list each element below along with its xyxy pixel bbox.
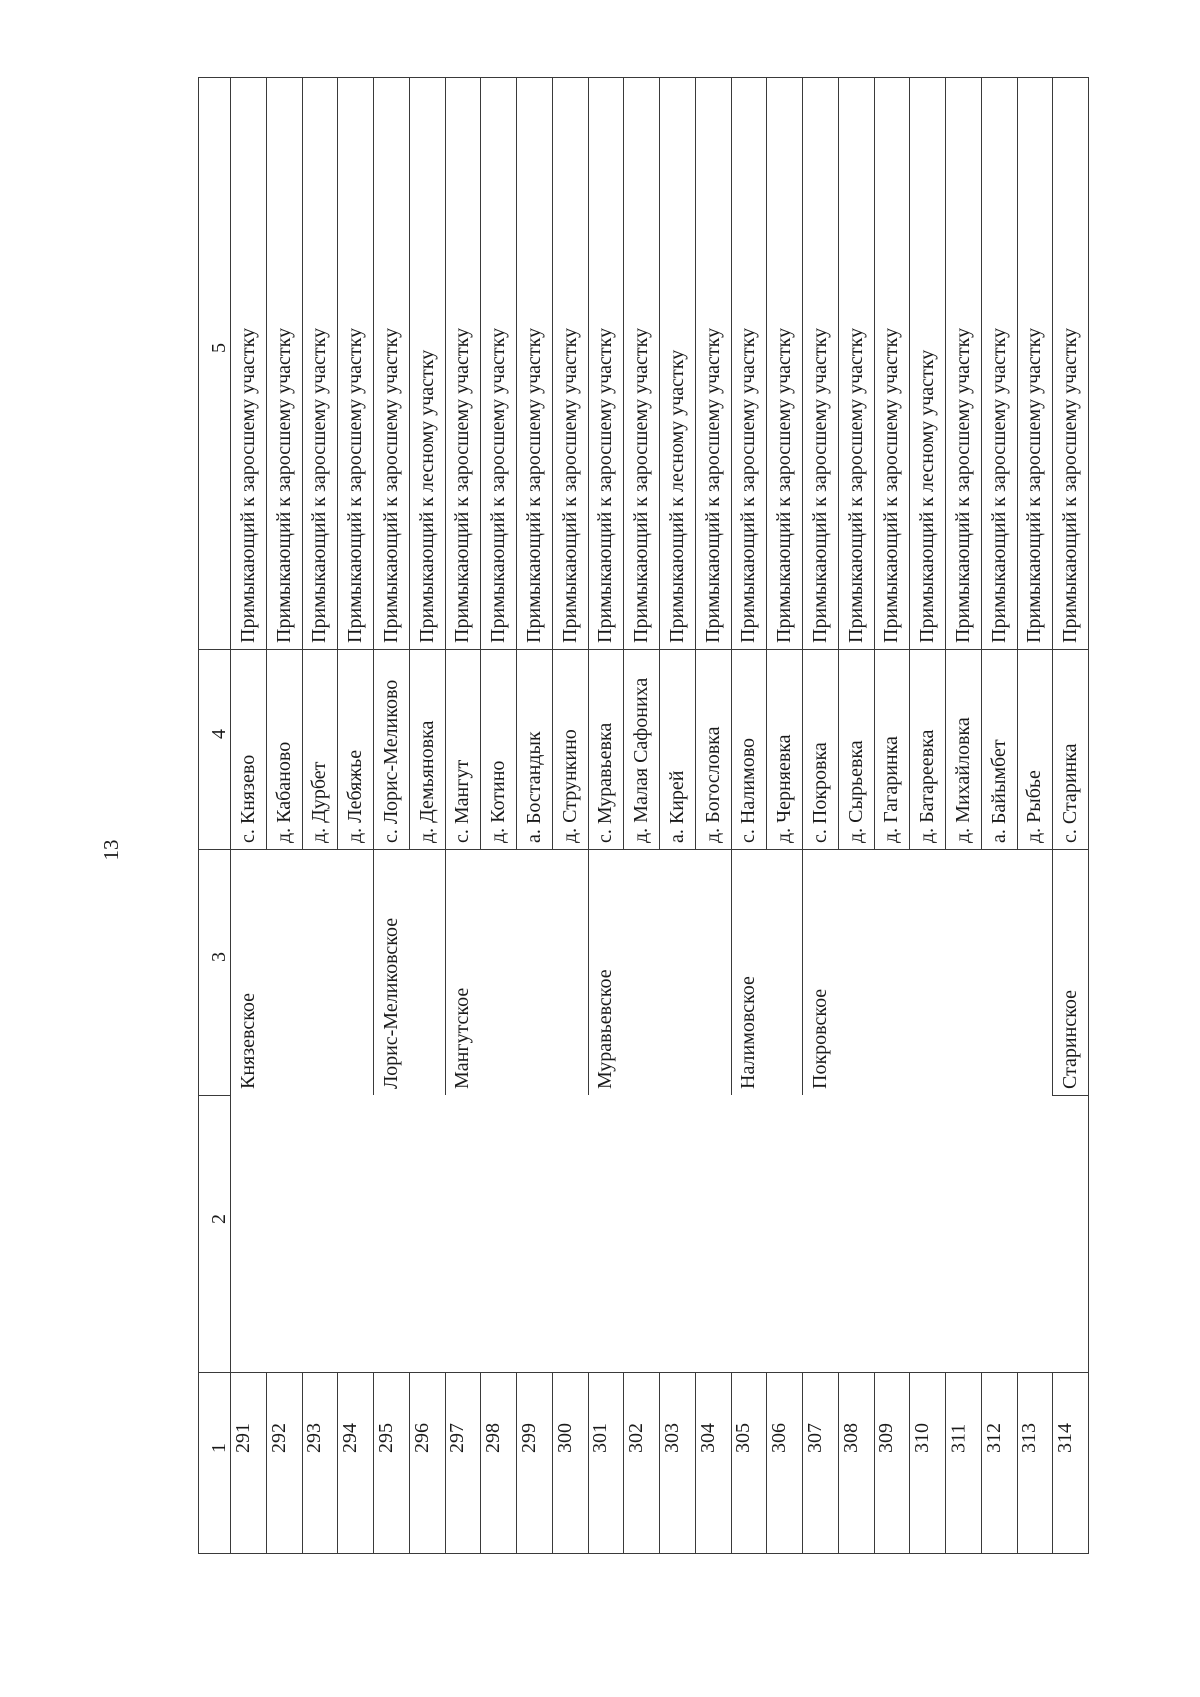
row-number bbox=[230, 1372, 266, 1553]
locality-cell bbox=[266, 649, 302, 849]
row-number-text: 292 bbox=[267, 1422, 290, 1453]
locality-cell-text: с. Старинка bbox=[1059, 743, 1082, 843]
locality-cell bbox=[516, 649, 552, 849]
description-cell bbox=[373, 77, 409, 649]
locality-cell-text: д. Кабаново bbox=[272, 741, 295, 843]
settlement-cell bbox=[802, 849, 838, 1095]
locality-cell bbox=[409, 649, 445, 849]
row-number-text: 303 bbox=[660, 1422, 683, 1453]
description-cell-text: Примыкающий к заросшему участку bbox=[808, 327, 831, 643]
row-number-text: 313 bbox=[1018, 1422, 1041, 1453]
locality-cell-text: д. Малая Сафониха bbox=[630, 677, 653, 843]
settlement-cell-text: Муравьевское bbox=[594, 969, 617, 1089]
locality-cell-text: д. Черняевка bbox=[773, 734, 796, 843]
row-number bbox=[909, 1372, 945, 1553]
description-cell-text: Примыкающий к заросшему участку bbox=[344, 327, 367, 643]
description-cell bbox=[909, 77, 945, 649]
description-cell bbox=[588, 77, 624, 649]
locality-cell-text: с. Налимово bbox=[737, 737, 760, 843]
row-number-text: 299 bbox=[517, 1422, 540, 1453]
description-cell bbox=[945, 77, 981, 649]
locality-cell bbox=[588, 649, 624, 849]
description-cell-text: Примыкающий к заросшему участку bbox=[558, 327, 581, 643]
description-cell-text: Примыкающий к заросшему участку bbox=[1023, 327, 1046, 643]
description-cell bbox=[480, 77, 516, 649]
locality-cell-text: д. Демьяновка bbox=[415, 720, 438, 843]
description-cell bbox=[516, 77, 552, 649]
settlement-cell bbox=[445, 849, 481, 1095]
locality-cell bbox=[659, 649, 695, 849]
row-number-text: 304 bbox=[696, 1422, 719, 1453]
locality-cell bbox=[874, 649, 910, 849]
locality-cell bbox=[373, 649, 409, 849]
locality-cell bbox=[1017, 649, 1053, 849]
row-number bbox=[409, 1372, 445, 1553]
settlement-cell-text: Лорис-Меликовское bbox=[379, 917, 402, 1089]
description-cell-text: Примыкающий к заросшему участку bbox=[522, 327, 545, 643]
row-number bbox=[445, 1372, 481, 1553]
locality-cell bbox=[945, 649, 981, 849]
locality-cell-text: д. Стрункино bbox=[558, 729, 581, 843]
row-number bbox=[623, 1372, 659, 1553]
row-number bbox=[516, 1372, 552, 1553]
description-cell-text: Примыкающий к заросшему участку bbox=[701, 327, 724, 643]
description-cell-text: Примыкающий к заросшему участку bbox=[630, 327, 653, 643]
header-c3-text: 3 bbox=[208, 952, 230, 962]
row-number bbox=[302, 1372, 338, 1553]
locality-cell-text: д. Михайловка bbox=[951, 717, 974, 843]
locality-cell-text: с. Муравьевка bbox=[594, 722, 617, 843]
locality-cell-text: д. Рыбье bbox=[1023, 770, 1046, 843]
row-number bbox=[1052, 1372, 1088, 1553]
row-number bbox=[373, 1372, 409, 1553]
locality-cell-text: с. Покровка bbox=[808, 742, 831, 843]
row-number bbox=[802, 1372, 838, 1553]
description-cell bbox=[302, 77, 338, 649]
description-cell bbox=[695, 77, 731, 649]
row-number bbox=[874, 1372, 910, 1553]
settlement-cell-text: Мангутское bbox=[451, 987, 474, 1089]
description-cell-text: Примыкающий к заросшему участку bbox=[951, 327, 974, 643]
locality-cell-text: д. Богословка bbox=[701, 726, 724, 843]
locality-cell bbox=[480, 649, 516, 849]
row-number-text: 305 bbox=[732, 1422, 755, 1453]
row-number-text: 294 bbox=[339, 1422, 362, 1453]
page-number: 13 bbox=[99, 839, 123, 861]
table-border-right bbox=[1088, 77, 1089, 1553]
locality-cell bbox=[766, 649, 802, 849]
locality-cell bbox=[981, 649, 1017, 849]
description-cell-text: Примыкающий к заросшему участку bbox=[308, 327, 331, 643]
row-number-text: 310 bbox=[911, 1422, 934, 1453]
description-cell-text: Примыкающий к заросшему участку bbox=[880, 327, 903, 643]
settlement-cell bbox=[373, 849, 409, 1095]
description-cell-text: Примыкающий к заросшему участку bbox=[773, 327, 796, 643]
settlement-cell bbox=[588, 849, 624, 1095]
settlement-cell-text: Князевское bbox=[236, 992, 259, 1089]
row-number-text: 297 bbox=[446, 1422, 469, 1453]
locality-cell-text: а. Кирей bbox=[665, 770, 688, 843]
locality-cell-text: д. Дурбет bbox=[308, 761, 331, 843]
row-number bbox=[659, 1372, 695, 1553]
description-cell bbox=[337, 77, 373, 649]
row-number-text: 295 bbox=[374, 1422, 397, 1453]
description-cell-text: Примыкающий к лесному участку bbox=[665, 349, 688, 643]
row-number bbox=[588, 1372, 624, 1553]
locality-cell-text: д. Лебяжье bbox=[344, 749, 367, 843]
settlement-cell-text: Налимовское bbox=[737, 976, 760, 1089]
locality-cell bbox=[230, 649, 266, 849]
col-boundary-1 bbox=[198, 849, 1088, 850]
locality-cell-text: с. Князево bbox=[236, 754, 259, 843]
locality-cell-text: с. Мангут bbox=[451, 759, 474, 843]
header-c4-text: 4 bbox=[208, 729, 230, 739]
locality-cell bbox=[1052, 649, 1088, 849]
description-cell bbox=[1017, 77, 1053, 649]
locality-cell bbox=[552, 649, 588, 849]
row-number-text: 308 bbox=[839, 1422, 862, 1453]
settlement-cell bbox=[1052, 849, 1088, 1095]
locality-cell bbox=[695, 649, 731, 849]
description-cell bbox=[802, 77, 838, 649]
row-number bbox=[766, 1372, 802, 1553]
description-cell-text: Примыкающий к заросшему участку bbox=[236, 327, 259, 643]
locality-cell-text: д. Котино bbox=[487, 760, 510, 843]
row-number bbox=[552, 1372, 588, 1553]
row-number bbox=[945, 1372, 981, 1553]
row-number-text: 312 bbox=[982, 1422, 1005, 1453]
header-c2 bbox=[198, 1095, 230, 1372]
description-cell-text: Примыкающий к заросшему участку bbox=[594, 327, 617, 643]
header-c1-text: 1 bbox=[208, 1442, 230, 1453]
description-cell bbox=[623, 77, 659, 649]
description-cell-text: Примыкающий к заросшему участку bbox=[487, 327, 510, 643]
header-c1 bbox=[198, 1372, 230, 1553]
description-cell-text: Примыкающий к заросшему участку bbox=[987, 327, 1010, 643]
row-number-text: 291 bbox=[231, 1422, 254, 1453]
row-number bbox=[731, 1372, 767, 1553]
locality-cell-text: а. Бостандык bbox=[522, 731, 545, 843]
description-cell bbox=[230, 77, 266, 649]
header-c4 bbox=[198, 649, 230, 849]
description-cell bbox=[838, 77, 874, 649]
row-number bbox=[266, 1372, 302, 1553]
locality-cell-text: д. Гагаринка bbox=[880, 736, 903, 843]
row-number-text: 307 bbox=[803, 1422, 826, 1453]
locality-cell bbox=[302, 649, 338, 849]
row-number bbox=[981, 1372, 1017, 1553]
description-cell bbox=[445, 77, 481, 649]
settlement-cell bbox=[230, 849, 266, 1095]
description-cell-text: Примыкающий к лесному участку bbox=[916, 349, 939, 643]
locality-cell bbox=[802, 649, 838, 849]
description-cell-text: Примыкающий к заросшему участку bbox=[272, 327, 295, 643]
row-number-text: 301 bbox=[589, 1422, 612, 1453]
description-cell bbox=[874, 77, 910, 649]
row-number bbox=[1017, 1372, 1053, 1553]
locality-cell-text: а. Байымбет bbox=[987, 739, 1010, 843]
description-cell bbox=[266, 77, 302, 649]
description-cell bbox=[766, 77, 802, 649]
description-cell-text: Примыкающий к заросшему участку bbox=[737, 327, 760, 643]
header-c2-text: 2 bbox=[208, 1213, 230, 1224]
header-c5-text: 5 bbox=[208, 343, 230, 353]
locality-cell bbox=[445, 649, 481, 849]
header-c5 bbox=[198, 77, 230, 649]
locality-cell bbox=[838, 649, 874, 849]
row-number-text: 296 bbox=[410, 1422, 433, 1453]
locality-cell bbox=[623, 649, 659, 849]
settlement-cell bbox=[731, 849, 767, 1095]
locality-cell bbox=[337, 649, 373, 849]
description-cell-text: Примыкающий к лесному участку bbox=[415, 349, 438, 643]
locality-cell-text: д. Батареевка bbox=[916, 729, 939, 843]
last-row-c2-top bbox=[1052, 1095, 1089, 1096]
locality-cell bbox=[909, 649, 945, 849]
table-border-bottom bbox=[198, 1553, 1089, 1554]
row-number bbox=[838, 1372, 874, 1553]
row-number-text: 298 bbox=[482, 1422, 505, 1453]
row-number-text: 309 bbox=[875, 1422, 898, 1453]
locality-cell bbox=[731, 649, 767, 849]
description-cell bbox=[981, 77, 1017, 649]
description-cell bbox=[731, 77, 767, 649]
description-cell-text: Примыкающий к заросшему участку bbox=[844, 327, 867, 643]
locality-cell-text: д. Сырьевка bbox=[844, 740, 867, 843]
header-c3 bbox=[198, 849, 230, 1095]
row-number bbox=[695, 1372, 731, 1553]
row-number-text: 311 bbox=[947, 1423, 970, 1453]
description-cell bbox=[409, 77, 445, 649]
settlement-cell-text: Покровское bbox=[808, 988, 831, 1089]
description-cell bbox=[659, 77, 695, 649]
description-cell bbox=[1052, 77, 1088, 649]
settlement-cell-text: Старинское bbox=[1059, 989, 1082, 1089]
description-cell-text: Примыкающий к заросшему участку bbox=[379, 327, 402, 643]
description-cell bbox=[552, 77, 588, 649]
description-cell-text: Примыкающий к заросшему участку bbox=[451, 327, 474, 643]
row-number-text: 306 bbox=[768, 1422, 791, 1453]
row-number bbox=[337, 1372, 373, 1553]
row-number-text: 314 bbox=[1054, 1422, 1077, 1453]
row-number-text: 302 bbox=[625, 1422, 648, 1453]
row-number-text: 300 bbox=[553, 1422, 576, 1453]
locality-cell-text: с. Лорис-Меликово bbox=[379, 679, 402, 843]
row-number bbox=[480, 1372, 516, 1553]
description-cell-text: Примыкающий к заросшему участку bbox=[1059, 327, 1082, 643]
row-number-text: 293 bbox=[303, 1422, 326, 1453]
